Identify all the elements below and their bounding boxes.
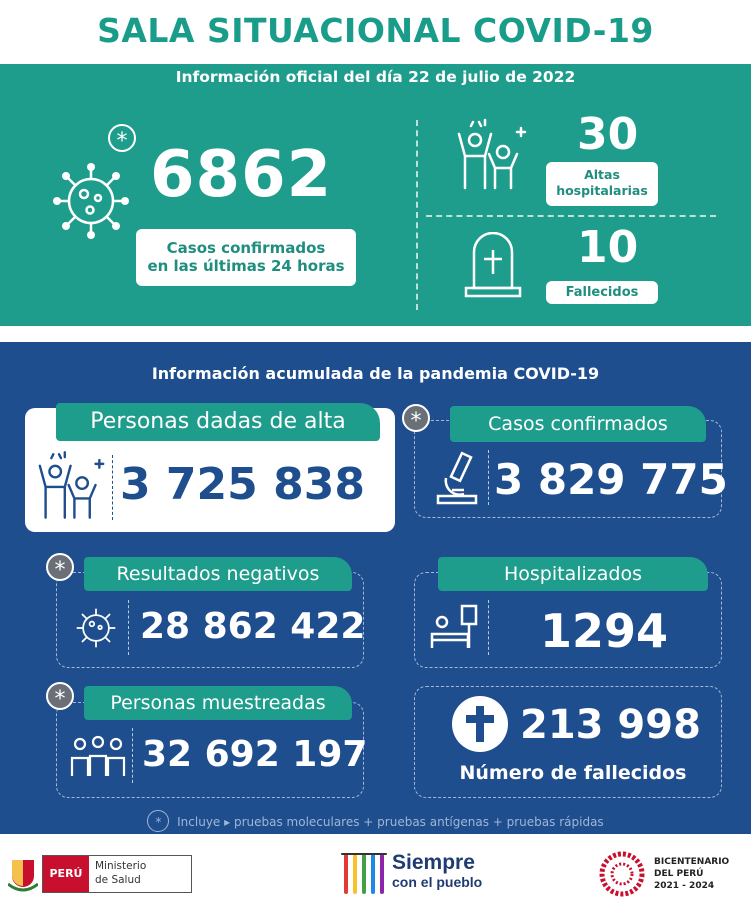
ministry-line: de Salud — [95, 874, 141, 886]
slogan-line: Siempre — [392, 851, 475, 874]
divider — [112, 455, 113, 520]
page-title: SALA SITUACIONAL COVID-19 — [97, 11, 654, 50]
caption-line: Altas — [584, 167, 620, 182]
daily-deaths-caption: Fallecidos — [546, 281, 658, 304]
slogan — [392, 852, 482, 890]
caption-line: Casos confirmados — [166, 239, 326, 257]
asterisk-badge: * — [46, 553, 74, 581]
deaths-label: Número de fallecidos — [459, 762, 687, 784]
sampled-value: 32 692 197 — [142, 734, 368, 775]
asterisk-badge: * — [402, 404, 430, 432]
confirmed-label: Casos confirmados — [450, 406, 706, 442]
slogan-line: con el pueblo — [392, 874, 483, 890]
caption-line: en las últimas 24 horas — [147, 257, 345, 275]
asterisk-badge: * — [46, 682, 74, 710]
daily-deaths-value: 10 — [577, 222, 639, 273]
deaths-value: 213 998 — [520, 702, 701, 748]
confirmed-value: 3 829 775 — [494, 455, 728, 504]
peru-coat-of-arms-icon — [8, 856, 38, 892]
divider — [132, 728, 133, 783]
group-of-people-icon — [68, 732, 128, 778]
daily-discharges-value: 30 — [577, 109, 639, 160]
discharged-value: 3 725 838 — [120, 459, 365, 510]
ministry-name — [95, 859, 146, 887]
celebrating-people-icon — [455, 118, 530, 190]
tombstone-icon — [462, 232, 524, 298]
cumulative-subtitle: Información acumulada de la pandemia COVID-19 — [151, 364, 600, 383]
divider — [426, 215, 716, 217]
bicentenario-logo-icon — [596, 848, 648, 900]
sampled-label: Personas muestreadas — [84, 686, 352, 720]
bicentenario-line: DEL PERÚ — [654, 869, 704, 879]
divider — [488, 450, 489, 505]
celebrating-people-icon — [36, 450, 108, 520]
bicentenario-line: BICENTENARIO — [654, 857, 730, 867]
daily-cases-caption — [136, 229, 356, 286]
daily-discharges-caption — [546, 162, 658, 206]
daily-subtitle: Información oficial del día 22 de julio de 2022 — [175, 68, 576, 86]
caption-line: hospitalarias — [556, 183, 648, 198]
footnote-text: Incluye ▸ pruebas moleculares + pruebas antígenas + pruebas rápidas — [177, 815, 604, 829]
hospitalized-value: 1294 — [540, 604, 669, 658]
ministry-logo — [42, 855, 192, 893]
peru-label: PERÚ — [43, 856, 89, 892]
microscope-icon — [432, 450, 482, 506]
daily-cases-value: 6862 — [150, 138, 333, 212]
footnote — [0, 810, 751, 832]
virus-icon — [50, 160, 132, 242]
ministry-line: Ministerio — [95, 860, 147, 872]
negative-value: 28 862 422 — [140, 606, 366, 647]
divider — [488, 600, 489, 655]
negative-label: Resultados negativos — [84, 557, 352, 591]
hospitalized-label: Hospitalizados — [438, 557, 708, 591]
bicentenario-line: 2021 - 2024 — [654, 881, 715, 891]
hospital-bed-icon — [428, 602, 480, 652]
cross-icon — [452, 696, 508, 752]
siempre-logo-icon — [340, 848, 392, 896]
virus-icon — [72, 604, 120, 652]
bicentenario-text — [654, 856, 729, 892]
asterisk-badge: * — [147, 810, 169, 832]
asterisk-badge: * — [108, 124, 136, 152]
divider — [416, 120, 418, 310]
discharged-label: Personas dadas de alta — [56, 403, 380, 441]
divider — [128, 600, 129, 655]
